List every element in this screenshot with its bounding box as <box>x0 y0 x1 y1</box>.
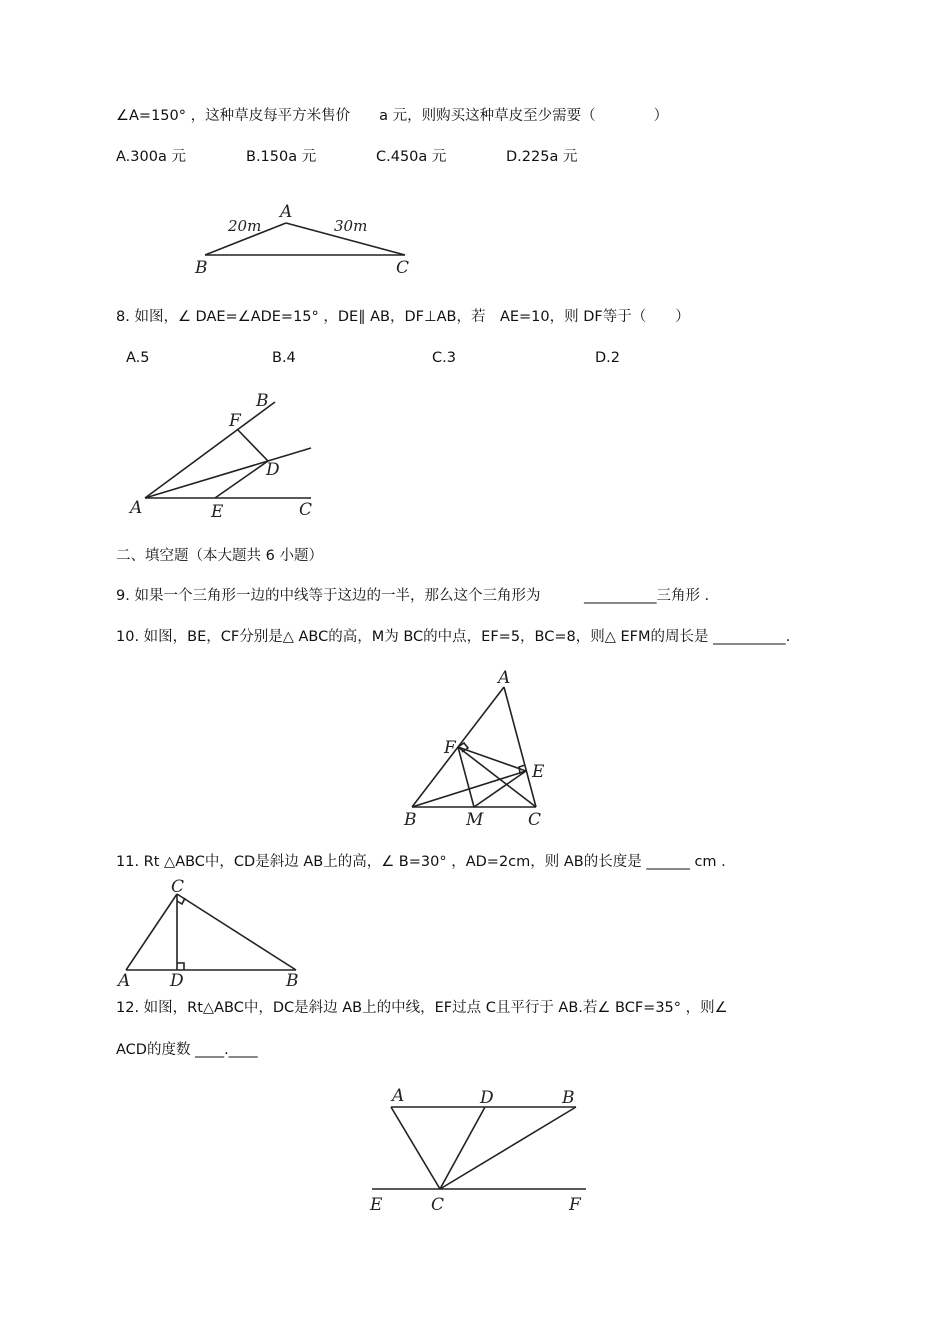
segment-fm <box>458 747 474 807</box>
q12-text-continued: ACD的度数 ____.____ <box>116 1042 258 1058</box>
q7-option-d: D.225a 元 <box>506 149 578 165</box>
q11-text: 11. Rt △ABC中，CD是斜边 AB上的高，∠ B=30° ，AD=2cm，则 AB的长度是 ______ cm . <box>116 854 726 870</box>
side-bc <box>177 894 296 970</box>
label-a: A <box>498 668 511 688</box>
label-length-ab: 20m <box>228 217 262 235</box>
q8-option-d: D.2 <box>595 350 620 366</box>
segment-ac <box>391 1107 440 1189</box>
segment-fd <box>237 429 268 461</box>
section-title: 二、填空题（本大题共 6 小题） <box>116 548 323 564</box>
segment-dc <box>440 1107 485 1189</box>
label-d: D <box>170 971 184 991</box>
q8-option-a: A.5 <box>126 350 150 366</box>
q7-stem: ∠A=150° ，这种草皮每平方米售价 a 元，则购买这种草皮至少需要（ ） <box>116 108 669 124</box>
q7-triangle-figure <box>190 195 430 280</box>
ray-ad <box>145 448 311 498</box>
altitude-cf <box>458 747 536 807</box>
label-c: C <box>171 877 185 897</box>
segment-ef <box>458 747 526 771</box>
label-a: A <box>130 498 143 518</box>
label-f: F <box>444 738 456 758</box>
label-c: C <box>299 500 313 520</box>
q7-option-b: B.150a 元 <box>246 149 317 165</box>
q12-parallel-figure <box>362 1076 602 1221</box>
label-b: B <box>404 810 417 830</box>
segment-de <box>215 461 268 498</box>
label-f: F <box>569 1195 581 1215</box>
q7-option-c: C.450a 元 <box>376 149 447 165</box>
right-angle-mark-d <box>177 963 184 970</box>
label-c: C <box>431 1195 445 1215</box>
segment-em <box>474 771 526 807</box>
q9-text: 9. 如果一个三角形一边的中线等于这边的一半，那么这个三角形为 __________三角形 . <box>116 588 710 604</box>
label-e: E <box>211 502 224 522</box>
q8-angle-figure <box>125 388 325 523</box>
label-a: A <box>392 1086 405 1106</box>
side-ac <box>126 894 177 970</box>
right-angle-mark-c <box>177 898 185 904</box>
label-d: D <box>266 460 280 480</box>
label-b: B <box>562 1088 575 1108</box>
label-f: F <box>229 411 241 431</box>
q8-option-b: B.4 <box>272 350 296 366</box>
label-b: B <box>256 391 269 411</box>
label-d: D <box>480 1088 494 1108</box>
label-e: E <box>370 1195 383 1215</box>
label-m: M <box>466 810 484 830</box>
label-length-ac: 30m <box>334 217 368 235</box>
segment-bc <box>440 1107 576 1189</box>
label-b: B <box>286 971 299 991</box>
ray-ab <box>145 402 275 498</box>
label-b: B <box>195 258 208 278</box>
q10-text: 10. 如图，BE，CF分别是△ ABC的高，M为 BC的中点，EF=5，BC=8，则△ EFM的周长是 __________. <box>116 629 791 645</box>
label-c: C <box>396 258 410 278</box>
q10-triangle-figure <box>398 665 558 835</box>
q8-option-c: C.3 <box>432 350 456 366</box>
label-a: A <box>280 202 293 222</box>
q11-triangle-figure <box>112 876 312 991</box>
q8-stem: 8. 如图，∠ DAE=∠ADE=15° ，DE∥ AB，DF⊥AB，若 AE=10，则 DF等于（ ） <box>116 309 690 325</box>
label-e: E <box>532 762 545 782</box>
q7-option-a: A.300a 元 <box>116 149 186 165</box>
label-c: C <box>528 810 542 830</box>
q12-text: 12. 如图，Rt△ABC中，DC是斜边 AB上的中线，EF过点 C且平行于 AB.若∠ BCF=35° ，则∠ <box>116 1000 728 1016</box>
label-a: A <box>118 971 131 991</box>
side-ac <box>504 687 536 807</box>
